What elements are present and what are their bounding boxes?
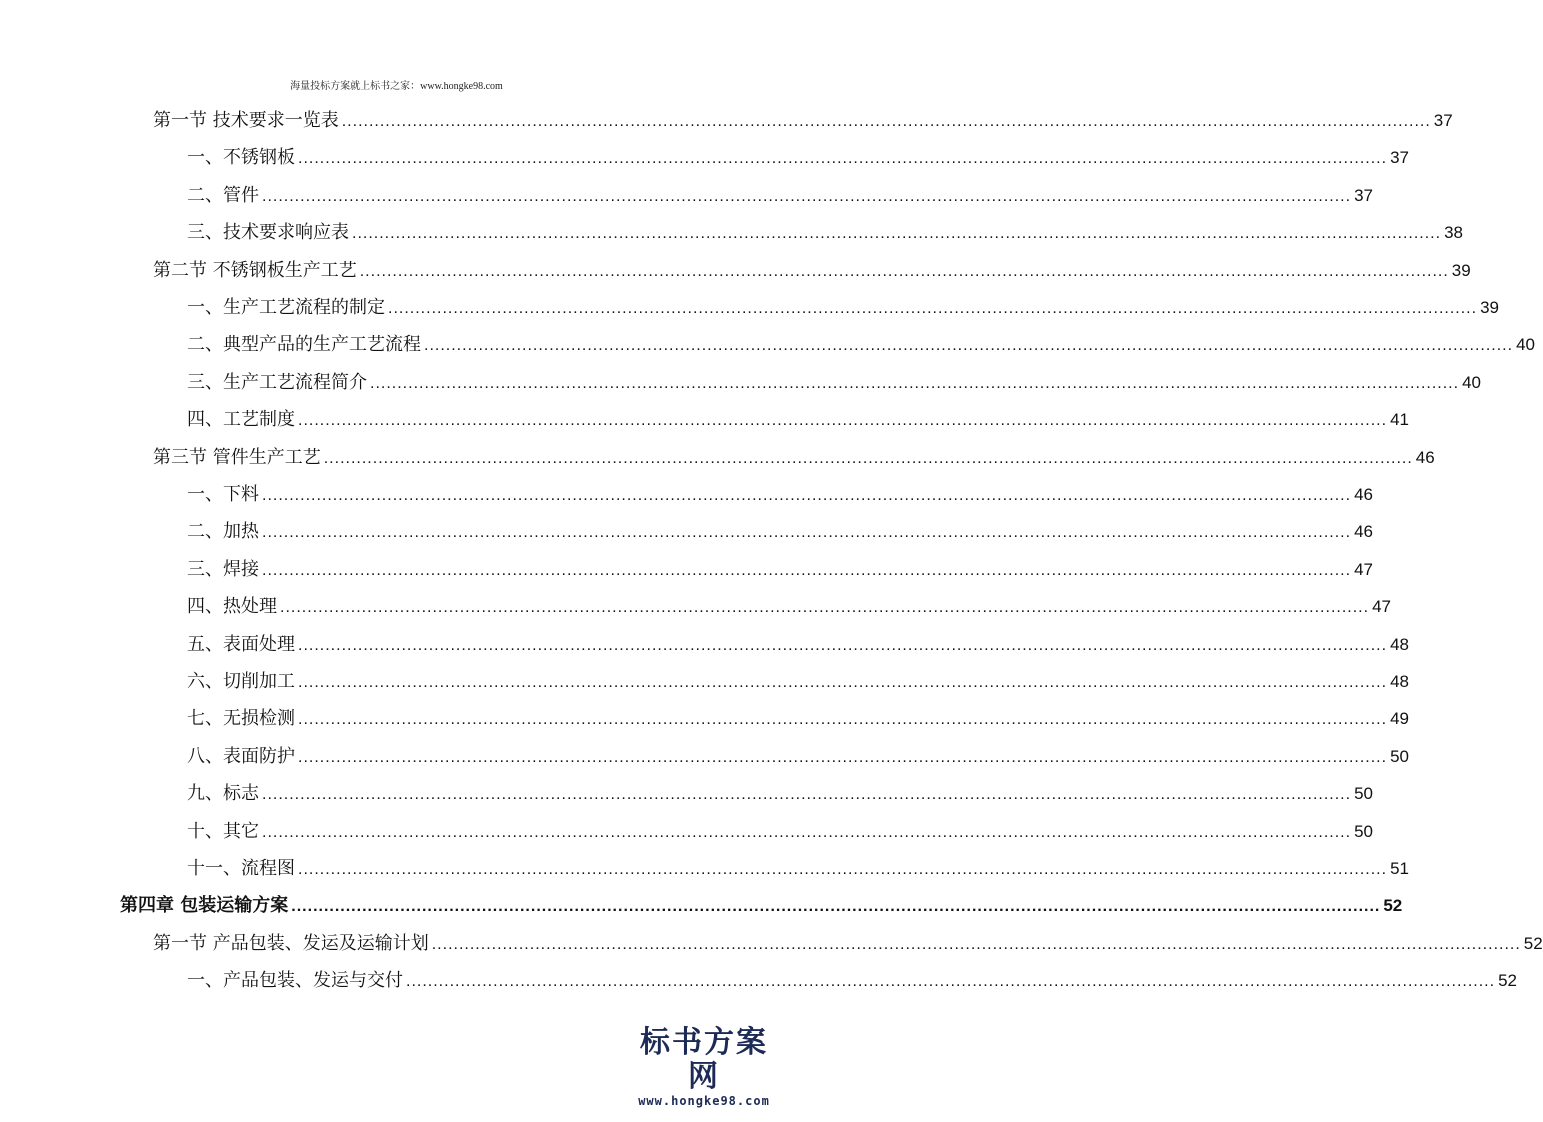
toc-entry[interactable]: [153, 106, 1453, 134]
toc-entry[interactable]: [187, 181, 1373, 209]
toc-entry-title: 第一节 技术要求一览表: [153, 110, 339, 131]
toc-entry-page: 37: [1354, 186, 1373, 205]
toc-entry[interactable]: [153, 443, 1435, 471]
watermark-logo: [629, 1026, 779, 1108]
toc-entry-title: 十一、流程图: [187, 858, 295, 879]
toc-entry[interactable]: [120, 891, 1403, 919]
toc-entry-page: 39: [1451, 261, 1471, 280]
toc-leader-dots: ........................................................................................................................................................................................................: [291, 898, 1381, 915]
toc-entry[interactable]: [187, 293, 1499, 321]
toc-entry-page: 47: [1372, 597, 1391, 616]
toc-entry-title: 第四章 包装运输方案: [120, 895, 289, 916]
toc-leader-dots: ........................................................................................................................................................................................................: [262, 824, 1352, 841]
toc-entry-title: 第二节 不锈钢板生产工艺: [153, 260, 357, 281]
toc-entry-title: 九、标志: [187, 783, 259, 804]
toc-leader-dots: ........................................................................................................................................................................................................: [352, 225, 1442, 242]
toc-leader-dots: ........................................................................................................................................................................................................: [262, 487, 1352, 504]
toc-entry-page: 38: [1444, 223, 1463, 242]
toc-entry-page: 52: [1498, 971, 1517, 990]
toc-entry[interactable]: [187, 742, 1409, 770]
toc-leader-dots: ........................................................................................................................................................................................................: [359, 263, 1449, 280]
toc-leader-dots: ........................................................................................................................................................................................................: [424, 337, 1514, 354]
toc-entry[interactable]: [187, 854, 1409, 882]
toc-entry[interactable]: [187, 218, 1463, 246]
toc-leader-dots: ........................................................................................................................................................................................................: [298, 412, 1388, 429]
toc-entry-title: 二、管件: [187, 185, 259, 206]
toc-entry-page: 37: [1390, 148, 1409, 167]
toc-entry-page: 46: [1354, 485, 1373, 504]
toc-entry-page: 47: [1354, 560, 1373, 579]
toc-entry-title: 第一节 产品包装、发运及运输计划: [153, 933, 429, 954]
toc-entry-title: 三、焊接: [187, 559, 259, 580]
toc-entry-title: 六、切削加工: [187, 671, 295, 692]
toc-leader-dots: ........................................................................................................................................................................................................: [323, 450, 1413, 467]
toc-entry-page: 37: [1433, 111, 1453, 130]
toc-entry[interactable]: [187, 368, 1481, 396]
toc-leader-dots: ........................................................................................................................................................................................................: [298, 674, 1388, 691]
toc-entry-title: 三、生产工艺流程简介: [187, 372, 367, 393]
toc-entry[interactable]: [187, 592, 1391, 620]
toc-leader-dots: ........................................................................................................................................................................................................: [406, 973, 1496, 990]
toc-entry-title: 五、表面处理: [187, 634, 295, 655]
toc-entry[interactable]: [187, 630, 1409, 658]
toc-entry-page: 46: [1415, 448, 1435, 467]
toc-leader-dots: ........................................................................................................................................................................................................: [298, 861, 1388, 878]
toc-entry-page: 51: [1390, 859, 1409, 878]
toc-entry[interactable]: [187, 779, 1373, 807]
toc-entry-page: 39: [1480, 298, 1499, 317]
toc-entry-page: 52: [1523, 934, 1543, 953]
toc-entry[interactable]: [187, 480, 1373, 508]
page-header: 海量投标方案就上标书之家：www.hongke98.com: [290, 81, 503, 92]
toc-entry-title: 一、生产工艺流程的制定: [187, 297, 385, 318]
toc-entry-title: 十、其它: [187, 821, 259, 842]
toc-entry[interactable]: [187, 517, 1373, 545]
toc-entry-page: 40: [1516, 335, 1535, 354]
toc-entry-page: 41: [1390, 410, 1409, 429]
watermark-url: www.hongke98.com: [638, 1094, 770, 1108]
toc-entry-title: 一、不锈钢板: [187, 147, 295, 168]
toc-entry[interactable]: [187, 330, 1535, 358]
toc-entry[interactable]: [187, 704, 1409, 732]
toc-entry[interactable]: [187, 817, 1373, 845]
toc-entry[interactable]: [153, 929, 1543, 957]
toc-entry[interactable]: [187, 143, 1409, 171]
toc-leader-dots: ........................................................................................................................................................................................................: [262, 562, 1352, 579]
toc-entry[interactable]: [187, 966, 1517, 994]
toc-leader-dots: ........................................................................................................................................................................................................: [431, 936, 1521, 953]
toc-leader-dots: ........................................................................................................................................................................................................: [298, 711, 1388, 728]
toc-leader-dots: ........................................................................................................................................................................................................: [388, 300, 1478, 317]
toc-entry-title: 八、表面防护: [187, 746, 295, 767]
toc-leader-dots: ........................................................................................................................................................................................................: [262, 786, 1352, 803]
toc-entry-title: 四、热处理: [187, 596, 277, 617]
toc-entry-page: 46: [1354, 522, 1373, 541]
toc-entry[interactable]: [187, 405, 1409, 433]
toc-entry-page: 50: [1390, 747, 1409, 766]
toc-entry-page: 50: [1354, 784, 1373, 803]
toc-entry-title: 二、加热: [187, 521, 259, 542]
toc-leader-dots: ........................................................................................................................................................................................................: [370, 375, 1460, 392]
toc-entry-page: 52: [1383, 896, 1403, 915]
toc-entry[interactable]: [187, 555, 1373, 583]
watermark-title: 标书方案网: [640, 1025, 768, 1094]
toc-entry-page: 48: [1390, 672, 1409, 691]
toc-leader-dots: ........................................................................................................................................................................................................: [298, 150, 1388, 167]
toc-leader-dots: ........................................................................................................................................................................................................: [280, 599, 1370, 616]
toc-entry[interactable]: [187, 667, 1409, 695]
toc-entry-page: 50: [1354, 822, 1373, 841]
toc-entry-page: 40: [1462, 373, 1481, 392]
toc-entry-page: 49: [1390, 709, 1409, 728]
toc-entry-title: 一、产品包装、发运与交付: [187, 970, 403, 991]
toc-leader-dots: ........................................................................................................................................................................................................: [262, 188, 1352, 205]
toc-entry-title: 三、技术要求响应表: [187, 222, 349, 243]
toc-entry-title: 第三节 管件生产工艺: [153, 447, 321, 468]
toc-entry-title: 七、无损检测: [187, 708, 295, 729]
toc-leader-dots: ........................................................................................................................................................................................................: [298, 637, 1388, 654]
toc-entry-title: 一、下料: [187, 484, 259, 505]
toc-leader-dots: ........................................................................................................................................................................................................: [298, 749, 1388, 766]
toc-leader-dots: ........................................................................................................................................................................................................: [341, 113, 1431, 130]
toc-leader-dots: ........................................................................................................................................................................................................: [262, 524, 1352, 541]
toc-entry[interactable]: [153, 256, 1471, 284]
toc-entry-title: 二、典型产品的生产工艺流程: [187, 334, 421, 355]
toc-entry-title: 四、工艺制度: [187, 409, 295, 430]
toc-entry-page: 48: [1390, 635, 1409, 654]
